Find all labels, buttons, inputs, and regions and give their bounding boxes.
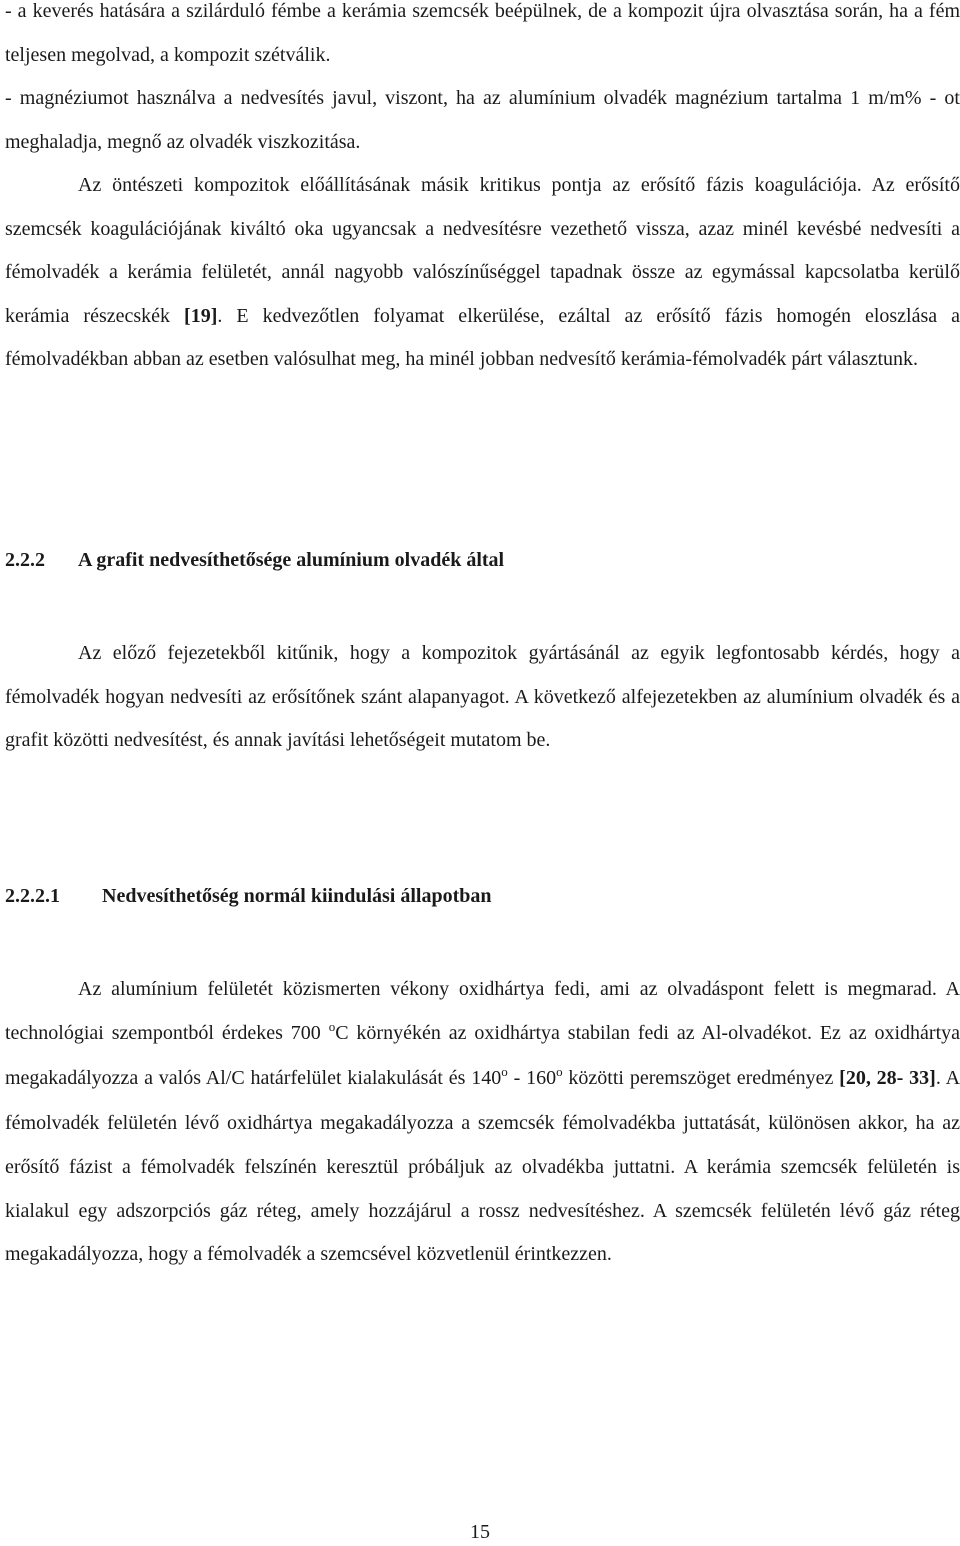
citation-ref: [19] xyxy=(184,304,218,327)
paragraph-text: közötti peremszöget eredményez xyxy=(562,1066,840,1089)
paragraph-oxide-film xyxy=(5,968,960,1277)
paragraph-text: . E kedvezőtlen folyamat elkerülése, ezáltal az erősítő fázis homogén eloszlása a fémolvadékban abban az esetben valósulhat meg, ha minél jobban nedvesítő kerámia-fémolvadék párt választunk. xyxy=(5,304,960,371)
superscript-degree: o xyxy=(501,1063,508,1079)
paragraph-intro-graphite xyxy=(5,632,960,763)
section-heading-2-2-2-1 xyxy=(5,882,492,910)
bullet-paragraph-2: - magnéziumot használva a nedvesítés javul, viszont, ha az alumínium olvadék magnézium tartalma 1 m/m% - ot meghaladja, megnő az olvadék viszkozitása. xyxy=(5,87,960,153)
paragraph-text: C környékén az oxidhártya stabilan fedi az Al-olvadékot. Ez az oxidhártya megakadályozza a valós Al/C határfelület kialakulását és 140 xyxy=(5,1021,960,1089)
paragraph-text: Az előző fejezetekből kitűnik, hogy a kompozitok gyártásánál az egyik legfontosabb kérdés, hogy a fémolvadék hogyan nedvesíti az erősítőnek szánt alapanyagot. A következő alfejezetekben az alumínium olvadék és a grafit közötti nedvesítést, és annak javítási lehetőségeit mutatom be. xyxy=(5,642,960,752)
section-number: 2.2.2 xyxy=(5,549,45,571)
paragraph-coagulation xyxy=(5,164,960,382)
section-title: Nedvesíthetőség normál kiindulási állapotban xyxy=(102,885,492,907)
paragraph-text: Az alumínium felületét közismerten vékony oxidhártya fedi, ami az olvadáspont felett is megmarad. A technológiai szempontból érdekes 700 xyxy=(5,978,960,1044)
citation-ref: [20, 28- 33] xyxy=(839,1066,936,1089)
paragraph-text: Az öntészeti kompozitok előállításának másik kritikus pontja az erősítő fázis koagulációja. Az erősítő szemcsék koagulációjának kiváltó oka ugyancsak a nedvesítésre vezethető vissza, azaz minél kevésbé nedvesíti a fémolvadék a kerámia felületét, annál nagyobb valószínűséggel tapadnak össze az egymással kapcsolatba kerülő kerámia részecskék xyxy=(5,174,960,327)
section-number: 2.2.2.1 xyxy=(5,885,60,907)
superscript-degree: o xyxy=(328,1018,336,1034)
section-heading-2-2-2 xyxy=(5,546,504,574)
bullet-paragraph-1: - a keverés hatására a szilárduló fémbe a kerámia szemcsék beépülnek, de a kompozit újra olvasztása során, ha a fém teljesen megolvad, a kompozit szétválik. xyxy=(5,0,960,66)
paragraph-text: . A fémolvadék felületén lévő oxidhártya megakadályozza a szemcsék fémolvadékba juttatását, különösen akkor, ha az erősítő fázist a fémolvadék felszínén keresztül próbáljuk az olvadékba juttatni. A kerámia szemcsék felületén is kialakul egy adszorpciós gáz réteg, amely hozzájárul a rossz nedvesítéshez. A szemcsék felületén lévő gáz réteg megakadályozza, hogy a fémolvadék a szemcsével közvetlenül érintkezzen. xyxy=(5,1066,960,1266)
section-title: A grafit nedvesíthetősége alumínium olvadék által xyxy=(78,549,505,571)
paragraph-text: - 160 xyxy=(507,1066,557,1089)
page-number: 15 xyxy=(470,1521,490,1543)
superscript-degree: o xyxy=(556,1063,563,1079)
